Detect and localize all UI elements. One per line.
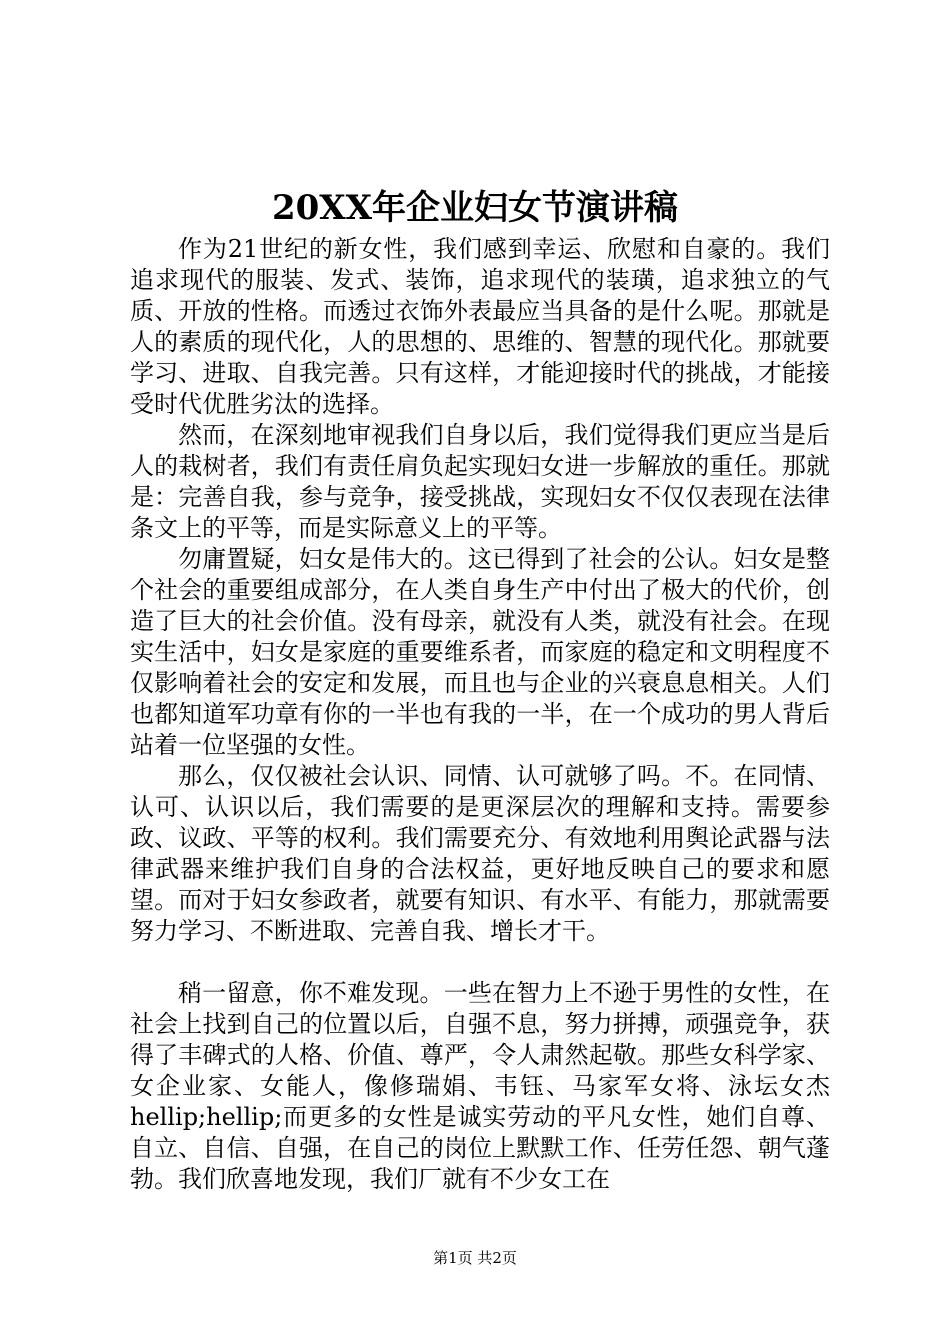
- paragraph-1: 作为21世纪的新女性，我们感到幸运、欣慰和自豪的。我们追求现代的服装、发式、装饰，追求现代的装璜，追求独立的气质、开放的性格。而透过衣饰外表最应当具备的是什么呢。那就是人的素质的现代化，人的思想的、思维的、智慧的现代化。那就要学习、进取、自我完善。只有这样，才能迎接时代的挑战，才能接受时代优胜劣汰的选择。: [130, 235, 830, 418]
- document-title: 20XX年企业妇女节演讲稿: [271, 188, 679, 228]
- document-body: [130, 234, 830, 1195]
- paragraph-spacer: [130, 947, 830, 978]
- paragraph-4: 那么，仅仅被社会认识、同情、认可就够了吗。不。在同情、认可、认识以后，我们需要的是更深层次的理解和支持。需要参政、议政、平等的权利。我们需要充分、有效地利用舆论武器与法律武器来维护我们自身的合法权益，更好地反映自己的要求和愿望。而对于妇女参政者，就要有知识、有水平、有能力，那就需要努力学习、不断进取、完善自我、增长才干。: [130, 762, 830, 945]
- paragraph-2: 然而，在深刻地审视我们自身以后，我们觉得我们更应当是后人的栽树者，我们有责任肩负起实现妇女进一步解放的重任。那就是：完善自我，参与竞争，接受挑战，实现妇女不仅仅表现在法律条文上的平等，而是实际意义上的平等。: [130, 421, 830, 542]
- page-footer: 第1页 共2页: [433, 1249, 517, 1267]
- paragraph-5: 稍一留意，你不难发现。一些在智力上不逊于男性的女性，在社会上找到自己的位置以后，自强不息，努力拼搏，顽强竞争，获得了丰碑式的人格、价值、尊严，令人肃然起敬。那些女科学家、女企业家、女能人，像修瑞娟、韦钰、马家军女将、泳坛女杰hellip;hellip;而更多的女性是诚实劳动的平凡女性，她们自尊、自立、自信、自强，在自己的岗位上默默工作、任劳任怨、朝气蓬勃。我们欣喜地发现，我们厂就有不少女工在: [130, 979, 830, 1193]
- paragraph-3: 勿庸置疑，妇女是伟大的。这已得到了社会的公认。妇女是整个社会的重要组成部分，在人类自身生产中付出了极大的代价，创造了巨大的社会价值。没有母亲，就没有人类，就没有社会。在现实生活中，妇女是家庭的重要维系者，而家庭的稳定和文明程度不仅影响着社会的安定和发展，而且也与企业的兴衰息息相关。人们也都知道军功章有你的一半也有我的一半，在一个成功的男人背后站着一位坚强的女性。: [130, 545, 830, 759]
